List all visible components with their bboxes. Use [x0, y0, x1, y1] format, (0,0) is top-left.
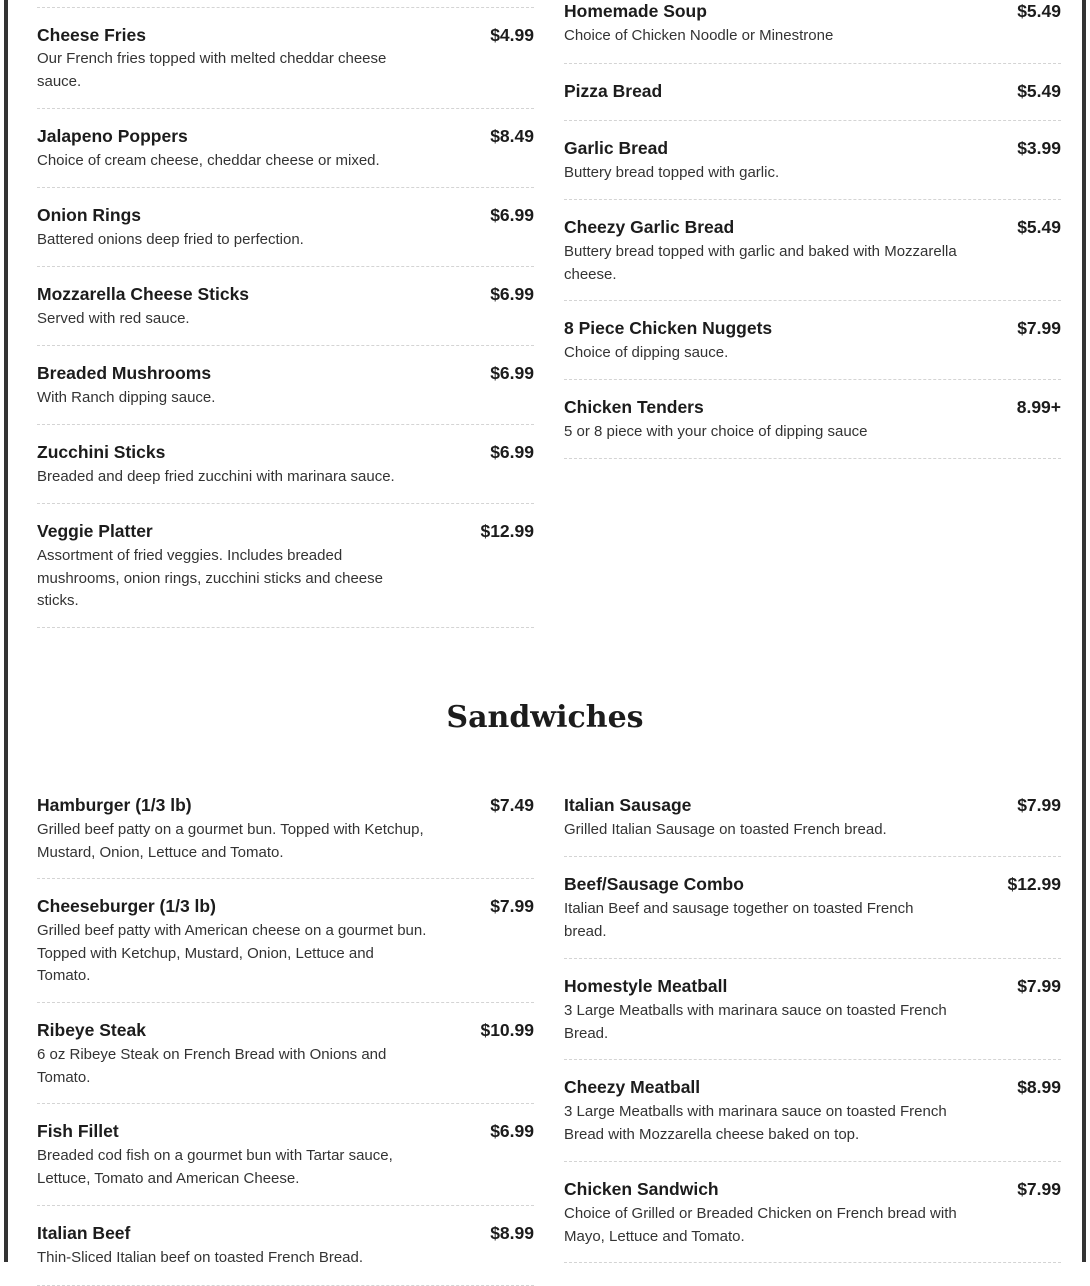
menu-item — [564, 857, 1061, 959]
item-name: Pizza Bread — [564, 81, 663, 101]
item-description: Served with red sauce. — [37, 310, 190, 327]
section-title-sandwiches: Sandwiches — [446, 700, 644, 735]
item-description: Buttery bread topped with garlic. — [564, 164, 780, 181]
item-description: Grilled beef patty with American cheese on a gourmet bun. Topped with Ketchup, Mustard, Onion, Lettuce and Tomato. — [37, 922, 427, 984]
menu-item — [564, 301, 1061, 380]
item-name: Cheezy Garlic Bread — [564, 217, 735, 237]
item-description: Buttery bread topped with garlic and baked with Mozzarella cheese. — [564, 243, 957, 283]
menu-item — [37, 504, 534, 628]
menu-item — [37, 1003, 534, 1104]
item-price: $8.99 — [1017, 1077, 1061, 1097]
item-price: $12.99 — [480, 521, 534, 541]
item-name: Hamburger (1/3 lb) — [37, 795, 192, 815]
item-description: Choice of Grilled or Breaded Chicken on French bread with Mayo, Lettuce and Tomato. — [564, 1205, 957, 1245]
item-price: $7.99 — [490, 896, 534, 916]
menu-item — [37, 1206, 534, 1286]
item-price: $6.99 — [490, 205, 534, 225]
menu-item — [564, 200, 1061, 301]
item-price: $12.99 — [1007, 874, 1061, 894]
item-description: With Ranch dipping sauce. — [37, 389, 216, 406]
item-price: $7.99 — [1017, 976, 1061, 996]
sandwiches-right-column — [564, 778, 1061, 1263]
item-description: Grilled Italian Sausage on toasted French bread. — [564, 821, 887, 838]
item-description: Choice of cream cheese, cheddar cheese or mixed. — [37, 152, 380, 169]
item-price: $5.49 — [1017, 81, 1061, 101]
item-price: $7.99 — [1017, 1179, 1061, 1199]
item-name: Cheeseburger (1/3 lb) — [37, 896, 216, 916]
appetizers-left-column — [37, 7, 534, 628]
item-name: Breaded Mushrooms — [37, 363, 212, 383]
item-price: $4.99 — [490, 25, 534, 45]
menu-item — [564, 1162, 1061, 1263]
item-name: Garlic Bread — [564, 138, 669, 158]
menu-item — [37, 778, 534, 879]
menu-item — [564, 64, 1061, 121]
item-name: Jalapeno Poppers — [37, 126, 188, 146]
item-name: Cheezy Meatball — [564, 1077, 701, 1097]
item-price: $8.49 — [490, 126, 534, 146]
item-description: Thin-Sliced Italian beef on toasted French Bread. — [37, 1249, 364, 1266]
menu-item — [37, 346, 534, 425]
item-name: Italian Beef — [37, 1223, 131, 1243]
item-price: 8.99+ — [1016, 397, 1061, 417]
sandwiches-left-column — [37, 778, 534, 1286]
item-price: $7.49 — [490, 795, 534, 815]
item-description: 3 Large Meatballs with marinara sauce on toasted French Bread. — [564, 1002, 947, 1042]
item-name: Italian Sausage — [564, 795, 692, 815]
item-price: $7.99 — [1017, 795, 1061, 815]
item-name: Cheese Fries — [37, 25, 146, 45]
item-price: $6.99 — [490, 363, 534, 383]
item-description: Choice of dipping sauce. — [564, 344, 729, 361]
item-description: 5 or 8 piece with your choice of dipping sauce — [564, 423, 868, 440]
item-description: Grilled beef patty on a gourmet bun. Topped with Ketchup, Mustard, Onion, Lettuce and Tomato. — [37, 821, 424, 861]
item-description: 6 oz Ribeye Steak on French Bread with Onions and Tomato. — [37, 1046, 387, 1086]
menu-item — [37, 1104, 534, 1206]
item-price: $8.99 — [490, 1223, 534, 1243]
item-name: Homemade Soup — [564, 1, 707, 21]
menu-page — [4, 0, 1086, 1266]
item-price: $7.99 — [1017, 318, 1061, 338]
item-description: Italian Beef and sausage together on toasted French bread. — [564, 900, 914, 940]
item-price: $5.49 — [1017, 217, 1061, 237]
item-price: $6.99 — [490, 442, 534, 462]
menu-item — [37, 8, 534, 109]
item-name: Beef/Sausage Combo — [564, 874, 744, 894]
menu-item — [564, 121, 1061, 200]
menu-item — [37, 425, 534, 504]
item-description: Choice of Chicken Noodle or Minestrone — [564, 27, 834, 44]
item-name: Mozzarella Cheese Sticks — [37, 284, 250, 304]
item-description: Battered onions deep fried to perfection. — [37, 231, 304, 248]
menu-item — [37, 267, 534, 346]
menu-item — [37, 188, 534, 267]
item-name: Ribeye Steak — [37, 1020, 146, 1040]
appetizers-right-column — [564, 0, 1061, 459]
item-price: $6.99 — [490, 284, 534, 304]
menu-item — [564, 778, 1061, 857]
menu-item — [564, 380, 1061, 459]
item-name: Chicken Tenders — [564, 397, 704, 417]
item-price: $3.99 — [1017, 138, 1061, 158]
menu-item — [564, 0, 1061, 64]
menu-item — [37, 109, 534, 188]
menu-item — [37, 879, 534, 1003]
item-description: Our French fries topped with melted cheddar cheese sauce. — [37, 50, 387, 90]
item-description: 3 Large Meatballs with marinara sauce on toasted French Bread with Mozzarella cheese baked on top. — [564, 1103, 947, 1143]
item-price: $10.99 — [480, 1020, 534, 1040]
item-description: Breaded and deep fried zucchini with marinara sauce. — [37, 468, 395, 485]
menu-item — [564, 959, 1061, 1060]
item-name: Onion Rings — [37, 205, 142, 225]
item-name: Fish Fillet — [37, 1121, 119, 1141]
item-description: Breaded cod fish on a gourmet bun with Tartar sauce, Lettuce, Tomato and American Cheese. — [37, 1147, 393, 1187]
item-price: $5.49 — [1017, 1, 1061, 21]
item-name: Zucchini Sticks — [37, 442, 166, 462]
menu-item — [564, 1060, 1061, 1162]
item-name: 8 Piece Chicken Nuggets — [564, 318, 773, 338]
item-price: $6.99 — [490, 1121, 534, 1141]
item-name: Chicken Sandwich — [564, 1179, 719, 1199]
item-name: Veggie Platter — [37, 521, 153, 541]
item-name: Homestyle Meatball — [564, 976, 728, 996]
item-description: Assortment of fried veggies. Includes breaded mushrooms, onion rings, zucchini sticks and cheese sticks. — [37, 547, 383, 609]
